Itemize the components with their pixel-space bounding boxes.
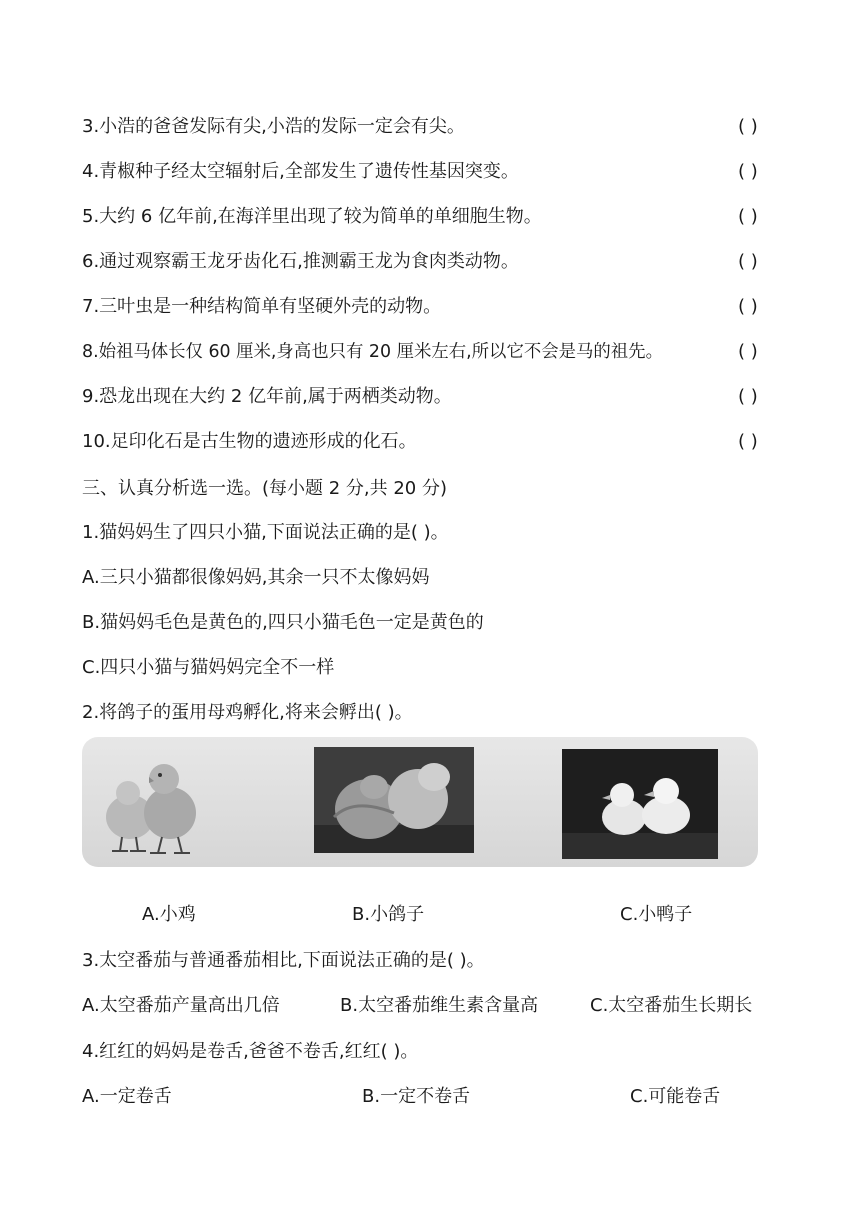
answer-bracket[interactable]: ( )	[738, 296, 758, 317]
answer-bracket[interactable]: ( )	[738, 206, 758, 227]
question-1-option-a[interactable]: A.三只小猫都很像妈妈,其余一只不太像妈妈	[82, 567, 430, 588]
judge-item-4: 4.青椒种子经太空辐射后,全部发生了遗传性基因突变。	[82, 161, 519, 182]
answer-bracket[interactable]: ( )	[738, 116, 758, 137]
judge-item-8: 8.始祖马体长仅 60 厘米,身高也只有 20 厘米左右,所以它不会是马的祖先。	[82, 342, 663, 362]
question-2-option-b[interactable]: B.小鸽子	[352, 904, 425, 925]
judge-item-6: 6.通过观察霸王龙牙齿化石,推测霸王龙为食肉类动物。	[82, 251, 519, 272]
pigeon-chick-image	[314, 747, 474, 853]
judge-item-7: 7.三叶虫是一种结构简单有坚硬外壳的动物。	[82, 296, 442, 317]
question-2-option-c[interactable]: C.小鸭子	[620, 904, 693, 925]
answer-bracket[interactable]: ( )	[738, 386, 758, 407]
question-2-option-a[interactable]: A.小鸡	[142, 904, 196, 925]
question-3-option-c[interactable]: C.太空番茄生长期长	[590, 995, 753, 1016]
question-1-stem: 1.猫妈妈生了四只小猫,下面说法正确的是( )。	[82, 522, 449, 543]
question-4-option-a[interactable]: A.一定卷舌	[82, 1086, 172, 1107]
question-1-option-b[interactable]: B.猫妈妈毛色是黄色的,四只小猫毛色一定是黄色的	[82, 612, 484, 633]
question-3-option-a[interactable]: A.太空番茄产量高出几倍	[82, 995, 280, 1016]
answer-bracket[interactable]: ( )	[738, 431, 758, 452]
answer-bracket[interactable]: ( )	[738, 341, 758, 362]
question-3-stem: 3.太空番茄与普通番茄相比,下面说法正确的是( )。	[82, 950, 485, 971]
judge-item-9: 9.恐龙出现在大约 2 亿年前,属于两栖类动物。	[82, 386, 452, 407]
question-4-option-c[interactable]: C.可能卷舌	[630, 1086, 721, 1107]
judge-item-5: 5.大约 6 亿年前,在海洋里出现了较为简单的单细胞生物。	[82, 206, 542, 227]
answer-bracket[interactable]: ( )	[738, 161, 758, 182]
judge-item-3: 3.小浩的爸爸发际有尖,小浩的发际一定会有尖。	[82, 116, 465, 137]
question-3-option-b[interactable]: B.太空番茄维生素含量高	[340, 995, 539, 1016]
chick-image	[92, 747, 212, 859]
section-heading: 三、认真分析选一选。(每小题 2 分,共 20 分)	[82, 478, 448, 499]
question-2-stem: 2.将鸽子的蛋用母鸡孵化,将来会孵出( )。	[82, 702, 413, 723]
question-4-option-b[interactable]: B.一定不卷舌	[362, 1086, 471, 1107]
duckling-image	[562, 749, 718, 859]
question-4-stem: 4.红红的妈妈是卷舌,爸爸不卷舌,红红( )。	[82, 1041, 419, 1062]
answer-bracket[interactable]: ( )	[738, 251, 758, 272]
question-1-option-c[interactable]: C.四只小猫与猫妈妈完全不一样	[82, 657, 335, 678]
answer-images-strip	[82, 737, 758, 867]
judge-item-10: 10.足印化石是古生物的遗迹形成的化石。	[82, 431, 417, 452]
